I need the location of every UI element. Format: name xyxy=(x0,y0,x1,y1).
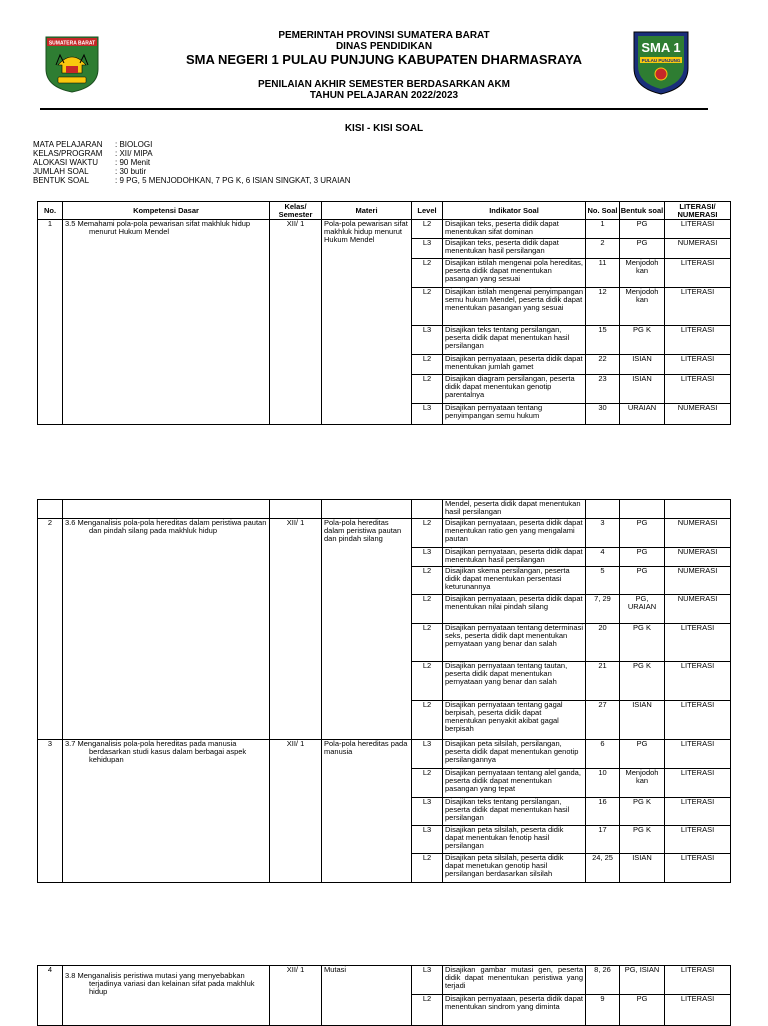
level: L2 xyxy=(412,595,443,624)
indikator-soal: Disajikan pernyataan tentang gagal berpisah, peserta didik dapat menentukan penyakit akibat gagal berpisah xyxy=(443,701,586,740)
level: L3 xyxy=(412,798,443,826)
info-label: JUMLAH SOAL xyxy=(33,166,89,176)
kompetensi-dasar: 3.5 Memahami pola-pola pewarisan sifat makhluk hidup menurut Hukum Mendel xyxy=(63,220,270,425)
literasi-numerasi: LITERASI xyxy=(665,375,731,404)
no-soal: 16 xyxy=(586,798,620,826)
bentuk-soal: PG K xyxy=(620,326,665,355)
logo-left-text: SUMATERA BARAT xyxy=(48,40,96,47)
bentuk-soal: PG xyxy=(620,567,665,595)
no-soal: 2 xyxy=(586,239,620,259)
empty-cell xyxy=(270,500,322,519)
school-name: SMA NEGERI 1 PULAU PUNJUNG KABUPATEN DHARMASRAYA xyxy=(185,52,583,67)
level: L2 xyxy=(412,288,443,326)
bentuk-soal: PG, URAIAN xyxy=(620,595,665,624)
col-header-kompetensi: Kompetensi Dasar xyxy=(63,202,270,220)
level: L2 xyxy=(412,519,443,548)
indikator-soal: Disajikan pernyataan tentang alel ganda, peserta didik dapat menentukan pasangan yang tepat xyxy=(443,769,586,798)
level: L3 xyxy=(412,966,443,995)
kisi-table-part-1 xyxy=(37,201,731,425)
level: L2 xyxy=(412,259,443,288)
col-header-materi: Materi xyxy=(322,202,412,220)
info-label: ALOKASI WAKTU xyxy=(33,157,99,167)
level: L2 xyxy=(412,769,443,798)
indikator-soal: Disajikan istilah mengenai pola hereditas, peserta didik dapat menentukan pasangan yang sesuai xyxy=(443,259,586,288)
kisi-table-part-2 xyxy=(37,499,731,883)
col-header-kelas: Kelas/ Semester xyxy=(270,202,322,220)
literasi-numerasi: LITERASI xyxy=(665,854,731,883)
literasi-numerasi: NUMERASI xyxy=(665,519,731,548)
bentuk-soal: Menjodoh kan xyxy=(620,288,665,326)
indikator-soal: Disajikan teks, peserta didik dapat menentukan sifat dominan xyxy=(443,220,586,239)
indikator-soal: Disajikan teks, peserta didik dapat menentukan hasil persilangan xyxy=(443,239,586,259)
kelas-semester: XII/ 1 xyxy=(270,519,322,740)
no-soal: 20 xyxy=(586,624,620,662)
no-soal: 6 xyxy=(586,740,620,769)
kd-number: 3 xyxy=(38,740,63,883)
level: L3 xyxy=(412,548,443,567)
literasi-numerasi: LITERASI xyxy=(665,259,731,288)
kd-number: 1 xyxy=(38,220,63,425)
info-value: : BIOLOGI xyxy=(115,140,153,149)
materi: Pola-pola pewarisan sifat makhluk hidup menurut Hukum Mendel xyxy=(322,220,412,425)
empty-cell xyxy=(620,500,665,519)
indikator-soal: Disajikan skema persilangan, peserta didik dapat menentukan persentasi keturunannya xyxy=(443,567,586,595)
col-header-literasi: LITERASI/ NUMERASI xyxy=(665,202,731,220)
kompetensi-dasar: 3.6 Menganalisis pola-pola hereditas dalam peristiwa pautan dan pindah silang pada makhluk hidup xyxy=(63,519,270,740)
col-header-indikator: Indikator Soal xyxy=(443,202,586,220)
no-soal: 10 xyxy=(586,769,620,798)
level: L2 xyxy=(412,662,443,701)
col-header-bentuk: Bentuk soal xyxy=(620,202,665,220)
no-soal: 7, 29 xyxy=(586,595,620,624)
literasi-numerasi: LITERASI xyxy=(665,624,731,662)
bentuk-soal: ISIAN xyxy=(620,701,665,740)
indikator-soal: Disajikan pernyataan, peserta didik dapat menentukan sindrom yang diminta xyxy=(443,995,586,1026)
indikator-soal: Disajikan diagram persilangan, peserta didik dapat menentukan genotip parentalnya xyxy=(443,375,586,404)
level: L3 xyxy=(412,404,443,425)
col-header-level: Level xyxy=(412,202,443,220)
bentuk-soal: PG, ISIAN xyxy=(620,966,665,995)
literasi-numerasi: LITERASI xyxy=(665,288,731,326)
bentuk-soal: PG xyxy=(620,220,665,239)
exam-name: PENILAIAN AKHIR SEMESTER BERDASARKAN AKM xyxy=(257,79,511,90)
indikator-soal: Disajikan istilah mengenai penyimpangan semu hukum Mendel, peserta didik dapat menentukan pasangan yang sesuai xyxy=(443,288,586,326)
table-row-continuation xyxy=(38,500,731,519)
no-soal: 5 xyxy=(586,567,620,595)
indikator-soal: Disajikan teks tentang persilangan, peserta didik dapat menentukan hasil persilangan xyxy=(443,798,586,826)
academic-year: TAHUN PELAJARAN 2022/2023 xyxy=(309,90,459,101)
bentuk-soal: Menjodoh kan xyxy=(620,769,665,798)
province-name: PEMERINTAH PROVINSI SUMATERA BARAT xyxy=(278,30,490,41)
indikator-soal: Disajikan gambar mutasi gen, peserta didik dapat menentukan peristiwa yang terjadi xyxy=(443,966,586,995)
indikator-soal: Disajikan pernyataan tentang tautan, peserta didik dapat menentukan pernyataan yang benar dan salah xyxy=(443,662,586,701)
empty-cell xyxy=(322,500,412,519)
info-value: : 90 Menit xyxy=(115,157,151,167)
literasi-numerasi: LITERASI xyxy=(665,798,731,826)
literasi-numerasi: NUMERASI xyxy=(665,239,731,259)
literasi-numerasi: LITERASI xyxy=(665,355,731,375)
no-soal: 22 xyxy=(586,355,620,375)
kelas-semester: XII/ 1 xyxy=(270,966,322,1026)
info-label: MATA PELAJARAN xyxy=(33,140,103,149)
materi: Mutasi xyxy=(322,966,412,1026)
no-soal: 15 xyxy=(586,326,620,355)
empty-cell xyxy=(665,500,731,519)
indikator-soal: Disajikan peta silsilah, persilangan, peserta didik dapat menentukan genotip persilangannya xyxy=(443,740,586,769)
table-row xyxy=(38,220,731,239)
department-name: DINAS PENDIDIKAN xyxy=(335,41,433,52)
indikator-soal: Disajikan pernyataan, peserta didik dapat menentukan nilai pindah silang xyxy=(443,595,586,624)
no-soal: 27 xyxy=(586,701,620,740)
kd-number: 2 xyxy=(38,519,63,740)
bentuk-soal: PG xyxy=(620,740,665,769)
literasi-numerasi: NUMERASI xyxy=(665,595,731,624)
literasi-numerasi: NUMERASI xyxy=(665,548,731,567)
no-soal: 21 xyxy=(586,662,620,701)
indikator-soal: Disajikan teks tentang persilangan, peserta didik dapat menentukan hasil persilangan xyxy=(443,326,586,355)
literasi-numerasi: LITERASI xyxy=(665,220,731,239)
exam-info xyxy=(33,141,350,186)
bentuk-soal: PG xyxy=(620,239,665,259)
info-value: : 30 butir xyxy=(115,166,147,176)
indikator-soal: Disajikan pernyataan tentang determinasi seks, peserta didik dapt menentukan pernyataan yang benar dan salah xyxy=(443,624,586,662)
col-header-no-soal: No. Soal xyxy=(586,202,620,220)
info-row xyxy=(33,177,350,186)
table-row xyxy=(38,740,731,769)
literasi-numerasi: LITERASI xyxy=(665,662,731,701)
bentuk-soal: ISIAN xyxy=(620,375,665,404)
indikator-soal: Disajikan pernyataan, peserta didik dapat menentukan jumlah gamet xyxy=(443,355,586,375)
no-soal: 17 xyxy=(586,826,620,854)
literasi-numerasi: NUMERASI xyxy=(665,404,731,425)
bentuk-soal: PG K xyxy=(620,662,665,701)
no-soal: 4 xyxy=(586,548,620,567)
level: L3 xyxy=(412,239,443,259)
literasi-numerasi: LITERASI xyxy=(665,826,731,854)
kd-number: 4 xyxy=(38,966,63,1026)
info-label: BENTUK SOAL xyxy=(33,175,90,185)
bentuk-soal: PG K xyxy=(620,624,665,662)
kelas-semester: XII/ 1 xyxy=(270,220,322,425)
bentuk-soal: ISIAN xyxy=(620,355,665,375)
bentuk-soal: PG xyxy=(620,995,665,1026)
indikator-soal: Mendel, peserta didik dapat menentukan hasil persilangan xyxy=(443,500,586,519)
level: L2 xyxy=(412,624,443,662)
materi: Pola-pola hereditas pada manusia xyxy=(322,740,412,883)
level: L2 xyxy=(412,567,443,595)
info-label: KELAS/PROGRAM xyxy=(33,148,103,158)
no-soal: 1 xyxy=(586,220,620,239)
level: L2 xyxy=(412,854,443,883)
literasi-numerasi: LITERASI xyxy=(665,701,731,740)
bentuk-soal: PG K xyxy=(620,826,665,854)
literasi-numerasi: LITERASI xyxy=(665,966,731,995)
logo-right-subtext: PULAU PUNJUNG xyxy=(641,58,681,63)
kisi-table-part-3 xyxy=(37,965,731,1026)
no-soal: 11 xyxy=(586,259,620,288)
no-soal: 23 xyxy=(586,375,620,404)
kompetensi-dasar: 3.7 Menganalisis pola-pola hereditas pada manusia berdasarkan studi kasus dalam berbagai aspek kehidupan xyxy=(63,740,270,883)
letterhead xyxy=(0,30,768,101)
col-header-no: No. xyxy=(38,202,63,220)
no-soal: 30 xyxy=(586,404,620,425)
bentuk-soal: URAIAN xyxy=(620,404,665,425)
logo-right-text: SMA 1 xyxy=(641,40,681,55)
info-value: : XII/ MIPA xyxy=(115,148,153,158)
level: L3 xyxy=(412,826,443,854)
empty-cell xyxy=(586,500,620,519)
level: L2 xyxy=(412,220,443,239)
materi: Pola-pola hereditas dalam peristiwa pautan dan pindah silang xyxy=(322,519,412,740)
empty-cell xyxy=(38,500,63,519)
bentuk-soal: PG xyxy=(620,519,665,548)
bentuk-soal: ISIAN xyxy=(620,854,665,883)
indikator-soal: Disajikan peta silsilah, peserta didik dapat menentukan fenotip hasil persilangan xyxy=(443,826,586,854)
no-soal: 3 xyxy=(586,519,620,548)
level: L2 xyxy=(412,355,443,375)
literasi-numerasi: NUMERASI xyxy=(665,567,731,595)
kelas-semester: XII/ 1 xyxy=(270,740,322,883)
bentuk-soal: PG K xyxy=(620,798,665,826)
table-header-row xyxy=(38,202,731,220)
header-divider xyxy=(40,108,708,110)
indikator-soal: Disajikan peta silsilah, peserta didik dapat menetukan genotip hasil persilangan berdasarkan silsilah xyxy=(443,854,586,883)
empty-cell xyxy=(63,500,270,519)
bentuk-soal: PG xyxy=(620,548,665,567)
level: L3 xyxy=(412,740,443,769)
document-title: KISI - KISI SOAL xyxy=(344,123,424,134)
no-soal: 12 xyxy=(586,288,620,326)
level: L2 xyxy=(412,375,443,404)
level: L2 xyxy=(412,995,443,1026)
literasi-numerasi: LITERASI xyxy=(665,995,731,1026)
table-row xyxy=(38,519,731,548)
table-row xyxy=(38,966,731,995)
indikator-soal: Disajikan pernyataan tentang penyimpangan semu hukum xyxy=(443,404,586,425)
bentuk-soal: Menjodoh kan xyxy=(620,259,665,288)
info-value: : 9 PG, 5 MENJODOHKAN, 7 PG K, 6 ISIAN SINGKAT, 3 URAIAN xyxy=(115,175,351,185)
no-soal: 9 xyxy=(586,995,620,1026)
level: L2 xyxy=(412,701,443,740)
indikator-soal: Disajikan pernyataan, peserta didik dapat menentukan hasil persilangan xyxy=(443,548,586,567)
literasi-numerasi: LITERASI xyxy=(665,769,731,798)
no-soal: 8, 26 xyxy=(586,966,620,995)
literasi-numerasi: LITERASI xyxy=(665,326,731,355)
kompetensi-dasar: 3.8 Menganalisis peristiwa mutasi yang menyebabkan terjadinya variasi dan kelainan sifat pada makhluk hidup xyxy=(63,966,270,1026)
indikator-soal: Disajikan pernyataan, peserta didik dapat menentukan ratio gen yang mengalami pautan xyxy=(443,519,586,548)
literasi-numerasi: LITERASI xyxy=(665,740,731,769)
no-soal: 24, 25 xyxy=(586,854,620,883)
level: L3 xyxy=(412,326,443,355)
empty-cell xyxy=(412,500,443,519)
